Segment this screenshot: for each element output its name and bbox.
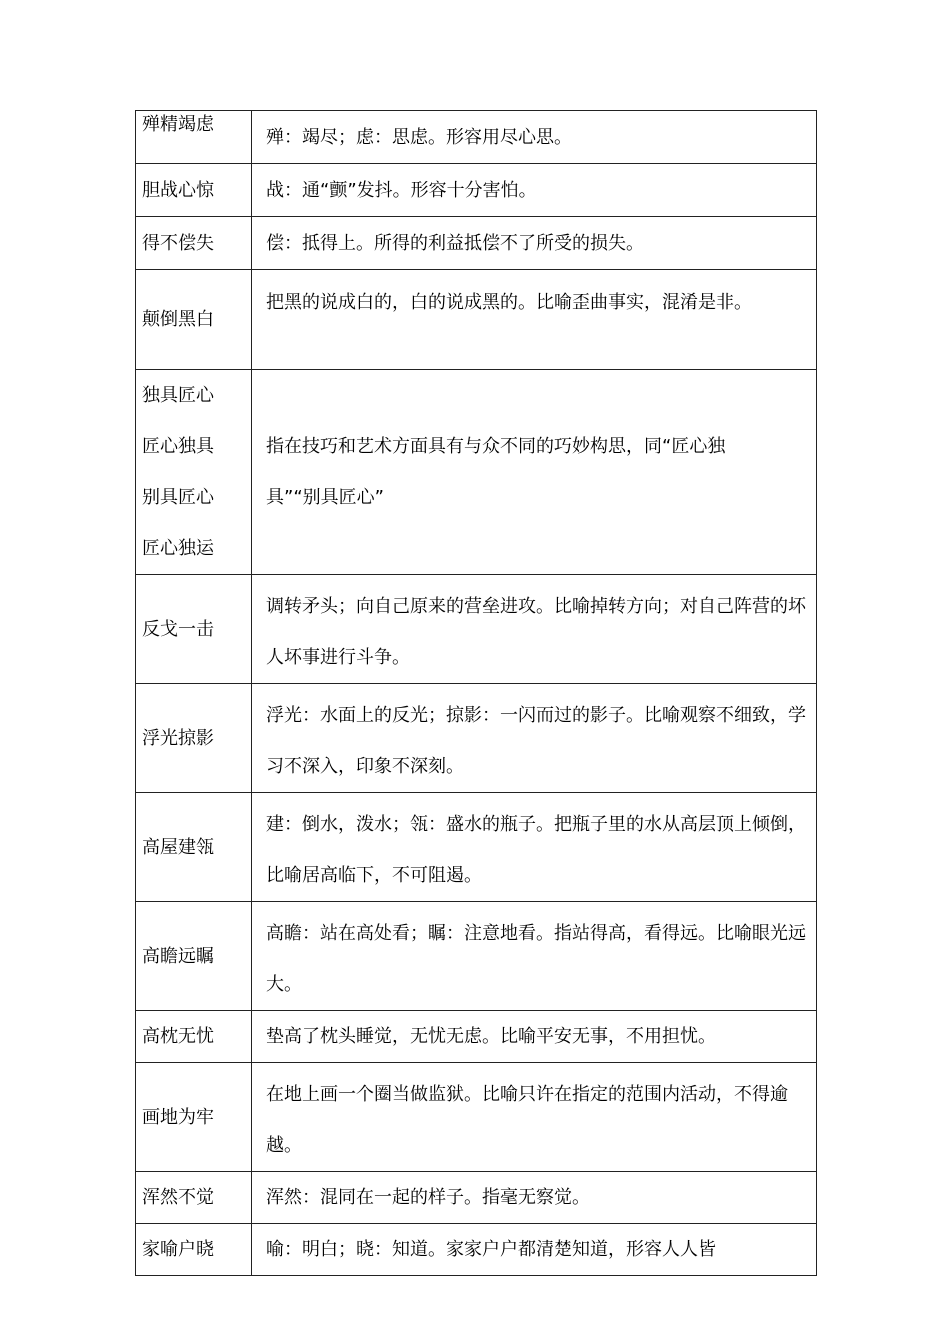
idiom-definition: 战：通“颤”发抖。形容十分害怕。 <box>266 180 537 201</box>
idiom-term: 殚精竭虑 <box>142 114 214 135</box>
idiom-term: 独具匠心 <box>142 385 214 406</box>
idiom-definition: 高瞻：站在高处看；瞩：注意地看。指站得高，看得远。比喻眼光远大。 <box>266 923 806 995</box>
table-row <box>136 793 817 902</box>
idiom-definition: 建：倒水，泼水；瓴：盛水的瓶子。把瓶子里的水从高层顶上倾倒，比喻居高临下，不可阻遏。 <box>266 814 806 886</box>
idiom-cell <box>136 1011 252 1063</box>
idiom-cell <box>136 370 252 575</box>
idiom-term: 画地为牢 <box>142 1106 214 1128</box>
idiom-cell <box>136 902 252 1011</box>
idiom-table <box>135 110 817 1276</box>
idiom-definition: 浑然：混同在一起的样子。指毫无察觉。 <box>266 1187 590 1208</box>
table-row <box>136 111 817 164</box>
definition-cell <box>252 370 817 575</box>
table-row <box>136 1172 817 1224</box>
table-row <box>136 1063 817 1172</box>
idiom-term: 胆战心惊 <box>142 179 214 201</box>
idiom-term: 匠心独具 <box>142 436 214 457</box>
idiom-term: 颠倒黑白 <box>142 309 214 330</box>
table-row <box>136 217 817 270</box>
idiom-cell <box>136 793 252 902</box>
idiom-term: 家喻户晓 <box>142 1239 214 1260</box>
idiom-definition: 指在技巧和艺术方面具有与众不同的巧妙构思，同“匠心独具”“别具匠心” <box>266 436 726 508</box>
table-row <box>136 575 817 684</box>
idiom-term: 浑然不觉 <box>142 1187 214 1208</box>
definition-cell <box>252 270 817 370</box>
idiom-term: 反戈一击 <box>142 618 214 640</box>
idiom-cell <box>136 164 252 217</box>
definition-cell <box>252 217 817 270</box>
idiom-cell <box>136 1063 252 1172</box>
idiom-cell <box>136 575 252 684</box>
idiom-definition: 殚：竭尽；虑：思虑。形容用尽心思。 <box>266 127 572 148</box>
idiom-cell <box>136 111 252 164</box>
idiom-definition: 把黑的说成白的，白的说成黑的。比喻歪曲事实，混淆是非。 <box>266 292 752 313</box>
table-row <box>136 164 817 217</box>
idiom-definition: 垫高了枕头睡觉，无忧无虑。比喻平安无事，不用担忧。 <box>266 1026 716 1047</box>
definition-cell <box>252 902 817 1011</box>
definition-cell <box>252 1224 817 1276</box>
idiom-term: 高枕无忧 <box>142 1026 214 1047</box>
idiom-term: 匠心独运 <box>142 538 214 559</box>
definition-cell <box>252 111 817 164</box>
table-row <box>136 1224 817 1276</box>
idiom-definition: 浮光：水面上的反光；掠影：一闪而过的影子。比喻观察不细致，学习不深入，印象不深刻。 <box>266 705 806 777</box>
idiom-cell <box>136 1224 252 1276</box>
idiom-cell <box>136 217 252 270</box>
idiom-term: 别具匠心 <box>142 487 214 508</box>
definition-cell <box>252 164 817 217</box>
definition-cell <box>252 1011 817 1063</box>
definition-cell <box>252 684 817 793</box>
idiom-term: 浮光掠影 <box>142 727 214 749</box>
idiom-definition: 调转矛头；向自己原来的营垒进攻。比喻掉转方向；对自己阵营的坏人坏事进行斗争。 <box>266 596 806 668</box>
table-row <box>136 270 817 370</box>
idiom-definition: 在地上画一个圈当做监狱。比喻只许在指定的范围内活动，不得逾越。 <box>266 1084 788 1156</box>
idiom-cell <box>136 1172 252 1224</box>
idiom-table-body <box>136 111 817 1276</box>
definition-cell <box>252 1063 817 1172</box>
idiom-term: 高瞻远瞩 <box>142 945 214 967</box>
table-row <box>136 1011 817 1063</box>
idiom-term: 得不偿失 <box>142 232 214 254</box>
idiom-cell <box>136 270 252 370</box>
table-row <box>136 370 817 575</box>
table-row <box>136 684 817 793</box>
definition-cell <box>252 1172 817 1224</box>
definition-cell <box>252 793 817 902</box>
idiom-definition: 偿：抵得上。所得的利益抵偿不了所受的损失。 <box>266 233 644 254</box>
table-row <box>136 902 817 1011</box>
idiom-definition: 喻：明白；晓：知道。家家户户都清楚知道，形容人人皆 <box>266 1239 716 1260</box>
definition-cell <box>252 575 817 684</box>
idiom-cell <box>136 684 252 793</box>
idiom-term: 高屋建瓴 <box>142 836 214 858</box>
